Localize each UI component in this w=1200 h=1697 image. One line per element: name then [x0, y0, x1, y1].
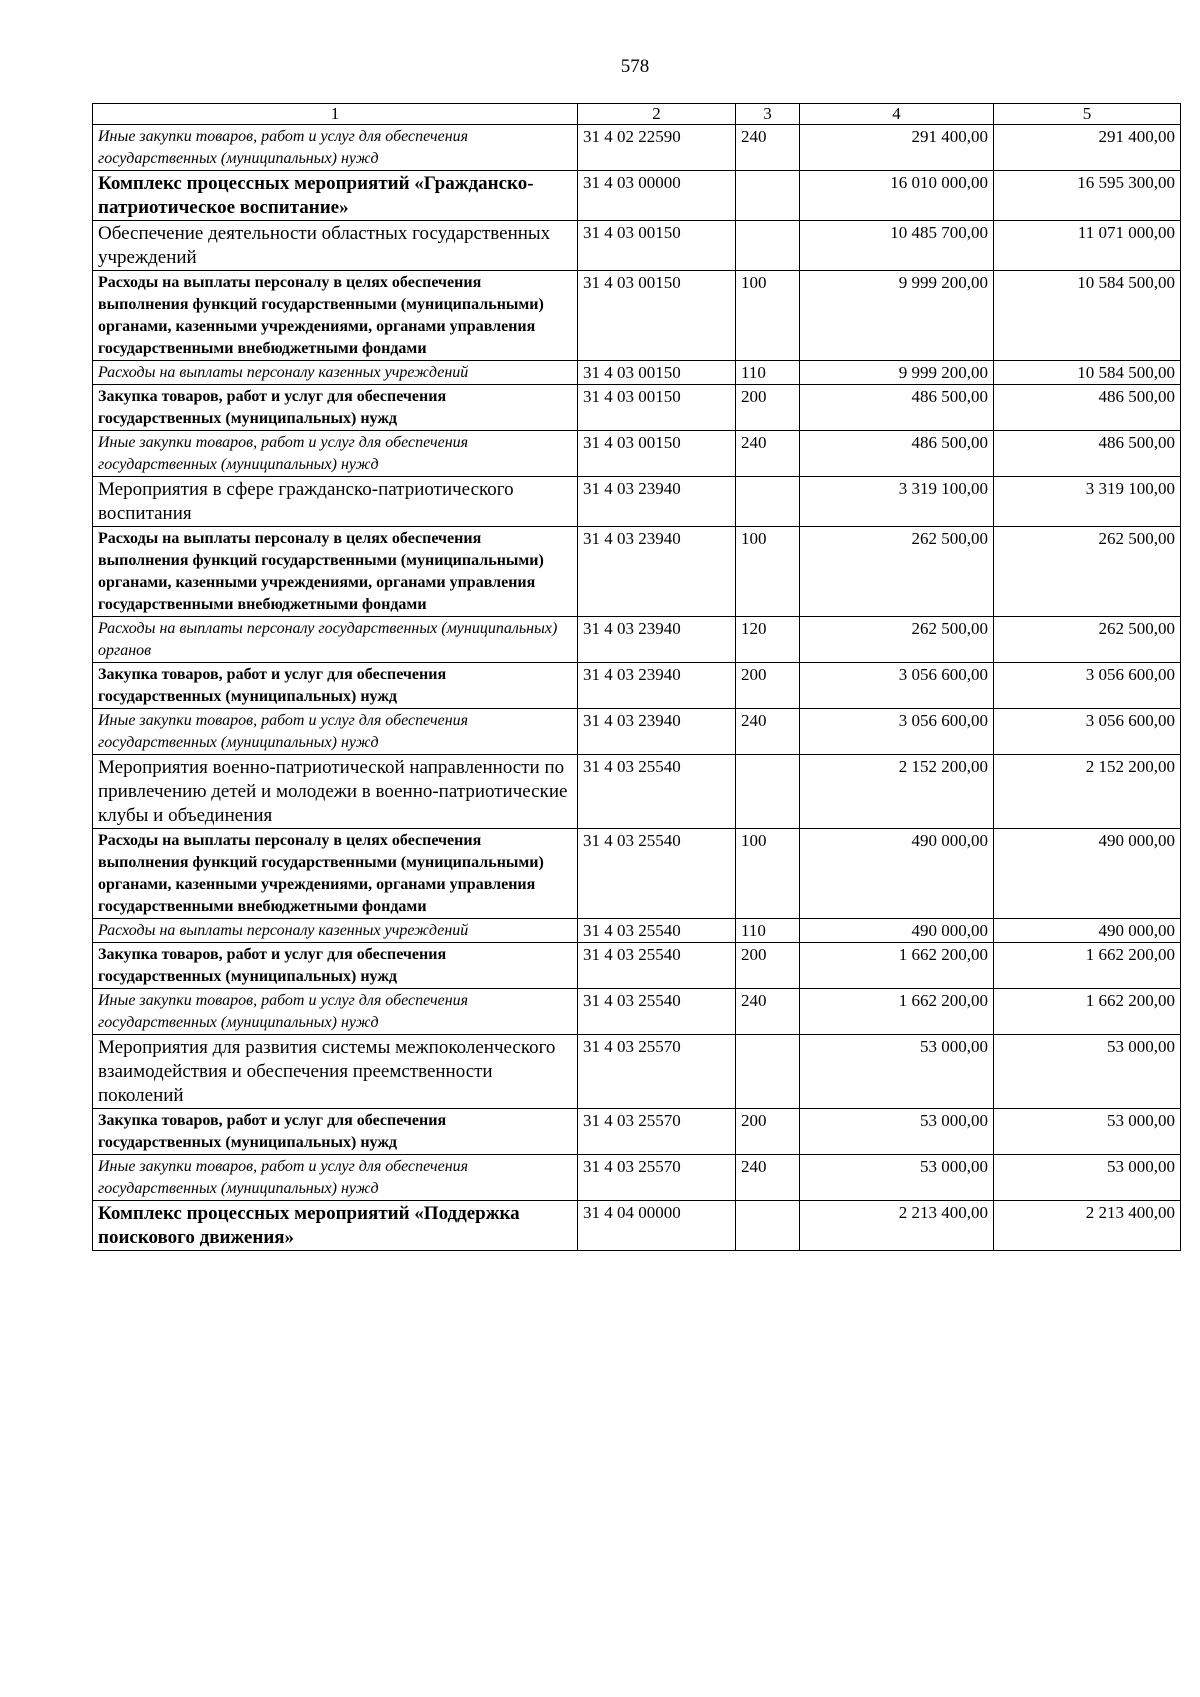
table-row	[93, 709, 1181, 755]
row-code: 31 4 04 00000	[578, 1201, 736, 1251]
row-amount-year-2: 262 500,00	[994, 617, 1181, 663]
column-header-1: 1	[93, 104, 578, 125]
table-row	[93, 431, 1181, 477]
row-amount-year-2: 10 584 500,00	[994, 271, 1181, 361]
row-amount-year-2: 53 000,00	[994, 1155, 1181, 1201]
row-name: Иные закупки товаров, работ и услуг для обеспечения государственных (муниципальных) нужд	[93, 125, 578, 171]
row-expense-type: 100	[736, 829, 800, 919]
row-amount-year-2: 490 000,00	[994, 919, 1181, 943]
row-amount-year-2: 1 662 200,00	[994, 943, 1181, 989]
row-amount-year-1: 1 662 200,00	[800, 943, 994, 989]
row-name: Расходы на выплаты персоналу в целях обеспечения выполнения функций государственными (муниципальными) органами, казенными учреждениями, органами управления государственными внебюджетными фондами	[93, 271, 578, 361]
row-amount-year-1: 490 000,00	[800, 919, 994, 943]
row-name: Иные закупки товаров, работ и услуг для обеспечения государственных (муниципальных) нужд	[93, 709, 578, 755]
row-code: 31 4 03 25570	[578, 1109, 736, 1155]
row-expense-type	[736, 1201, 800, 1251]
row-amount-year-2: 53 000,00	[994, 1109, 1181, 1155]
row-amount-year-2: 3 056 600,00	[994, 663, 1181, 709]
row-amount-year-1: 3 056 600,00	[800, 709, 994, 755]
row-amount-year-1: 1 662 200,00	[800, 989, 994, 1035]
row-amount-year-1: 2 213 400,00	[800, 1201, 994, 1251]
row-amount-year-1: 53 000,00	[800, 1155, 994, 1201]
row-amount-year-1: 9 999 200,00	[800, 271, 994, 361]
row-amount-year-2: 490 000,00	[994, 829, 1181, 919]
column-header-4: 4	[800, 104, 994, 125]
table-row	[93, 1155, 1181, 1201]
row-code: 31 4 03 00150	[578, 271, 736, 361]
row-expense-type: 240	[736, 125, 800, 171]
row-code: 31 4 03 00000	[578, 171, 736, 221]
row-name: Расходы на выплаты персоналу казенных учреждений	[93, 361, 578, 385]
row-amount-year-1: 9 999 200,00	[800, 361, 994, 385]
table-row	[93, 989, 1181, 1035]
table-row	[93, 171, 1181, 221]
row-expense-type: 120	[736, 617, 800, 663]
row-expense-type: 200	[736, 385, 800, 431]
row-code: 31 4 03 25570	[578, 1035, 736, 1109]
row-amount-year-1: 262 500,00	[800, 527, 994, 617]
row-amount-year-2: 1 662 200,00	[994, 989, 1181, 1035]
table-row	[93, 829, 1181, 919]
row-code: 31 4 03 23940	[578, 709, 736, 755]
row-code: 31 4 02 22590	[578, 125, 736, 171]
row-amount-year-2: 53 000,00	[994, 1035, 1181, 1109]
row-name: Закупка товаров, работ и услуг для обеспечения государственных (муниципальных) нужд	[93, 663, 578, 709]
table-row	[93, 1109, 1181, 1155]
row-code: 31 4 03 00150	[578, 385, 736, 431]
row-amount-year-1: 53 000,00	[800, 1109, 994, 1155]
row-expense-type: 200	[736, 663, 800, 709]
row-name: Расходы на выплаты персоналу государственных (муниципальных) органов	[93, 617, 578, 663]
row-code: 31 4 03 23940	[578, 663, 736, 709]
row-expense-type	[736, 755, 800, 829]
table-row	[93, 361, 1181, 385]
row-code: 31 4 03 23940	[578, 477, 736, 527]
column-header-5: 5	[994, 104, 1181, 125]
row-amount-year-1: 2 152 200,00	[800, 755, 994, 829]
row-name: Расходы на выплаты персоналу в целях обеспечения выполнения функций государственными (муниципальными) органами, казенными учреждениями, органами управления государственными внебюджетными фондами	[93, 829, 578, 919]
row-amount-year-2: 486 500,00	[994, 385, 1181, 431]
row-name: Мероприятия военно-патриотической направленности по привлечению детей и молодежи в военно-патриотические клубы и объединения	[93, 755, 578, 829]
row-expense-type: 200	[736, 943, 800, 989]
row-expense-type: 240	[736, 709, 800, 755]
row-code: 31 4 03 25570	[578, 1155, 736, 1201]
table-row	[93, 663, 1181, 709]
table-row	[93, 221, 1181, 271]
row-amount-year-2: 2 152 200,00	[994, 755, 1181, 829]
row-name: Мероприятия для развития системы межпоколенческого взаимодействия и обеспечения преемственности поколений	[93, 1035, 578, 1109]
row-amount-year-2: 11 071 000,00	[994, 221, 1181, 271]
table-row	[93, 1035, 1181, 1109]
page-number: 578	[620, 56, 650, 77]
table-row	[93, 617, 1181, 663]
row-amount-year-2: 262 500,00	[994, 527, 1181, 617]
row-amount-year-1: 486 500,00	[800, 385, 994, 431]
row-code: 31 4 03 00150	[578, 221, 736, 271]
row-name: Закупка товаров, работ и услуг для обеспечения государственных (муниципальных) нужд	[93, 1109, 578, 1155]
row-amount-year-1: 3 056 600,00	[800, 663, 994, 709]
row-expense-type: 240	[736, 431, 800, 477]
row-amount-year-2: 486 500,00	[994, 431, 1181, 477]
row-expense-type	[736, 1035, 800, 1109]
row-amount-year-2: 2 213 400,00	[994, 1201, 1181, 1251]
row-code: 31 4 03 25540	[578, 919, 736, 943]
table-row	[93, 755, 1181, 829]
header-row	[93, 104, 1181, 125]
row-amount-year-2: 3 319 100,00	[994, 477, 1181, 527]
row-name: Комплекс процессных мероприятий «Поддержка поискового движения»	[93, 1201, 578, 1251]
row-name: Закупка товаров, работ и услуг для обеспечения государственных (муниципальных) нужд	[93, 385, 578, 431]
row-code: 31 4 03 25540	[578, 943, 736, 989]
row-amount-year-1: 486 500,00	[800, 431, 994, 477]
row-name: Иные закупки товаров, работ и услуг для обеспечения государственных (муниципальных) нужд	[93, 989, 578, 1035]
row-name: Расходы на выплаты персоналу казенных учреждений	[93, 919, 578, 943]
row-expense-type	[736, 477, 800, 527]
row-code: 31 4 03 25540	[578, 989, 736, 1035]
row-expense-type	[736, 171, 800, 221]
row-amount-year-2: 16 595 300,00	[994, 171, 1181, 221]
table-row	[93, 477, 1181, 527]
row-expense-type: 100	[736, 527, 800, 617]
row-name: Расходы на выплаты персоналу в целях обеспечения выполнения функций государственными (муниципальными) органами, казенными учреждениями, органами управления государственными внебюджетными фондами	[93, 527, 578, 617]
row-code: 31 4 03 25540	[578, 829, 736, 919]
table-row	[93, 271, 1181, 361]
row-expense-type: 240	[736, 989, 800, 1035]
row-expense-type: 200	[736, 1109, 800, 1155]
column-header-2: 2	[578, 104, 736, 125]
row-expense-type: 100	[736, 271, 800, 361]
row-amount-year-1: 490 000,00	[800, 829, 994, 919]
budget-table	[92, 103, 1181, 1251]
table-row	[93, 385, 1181, 431]
row-code: 31 4 03 25540	[578, 755, 736, 829]
row-amount-year-2: 10 584 500,00	[994, 361, 1181, 385]
table-row	[93, 943, 1181, 989]
row-name: Комплекс процессных мероприятий «Гражданско-патриотическое воспитание»	[93, 171, 578, 221]
table-body	[93, 104, 1181, 1251]
row-amount-year-1: 291 400,00	[800, 125, 994, 171]
column-header-3: 3	[736, 104, 800, 125]
row-amount-year-1: 262 500,00	[800, 617, 994, 663]
row-expense-type: 240	[736, 1155, 800, 1201]
row-code: 31 4 03 00150	[578, 431, 736, 477]
row-name: Мероприятия в сфере гражданско-патриотического воспитания	[93, 477, 578, 527]
row-name: Иные закупки товаров, работ и услуг для обеспечения государственных (муниципальных) нужд	[93, 431, 578, 477]
table-row	[93, 125, 1181, 171]
row-code: 31 4 03 23940	[578, 617, 736, 663]
row-amount-year-1: 3 319 100,00	[800, 477, 994, 527]
table-row	[93, 919, 1181, 943]
table-row	[93, 1201, 1181, 1251]
row-amount-year-2: 3 056 600,00	[994, 709, 1181, 755]
row-code: 31 4 03 00150	[578, 361, 736, 385]
row-name: Обеспечение деятельности областных государственных учреждений	[93, 221, 578, 271]
table-row	[93, 527, 1181, 617]
row-amount-year-1: 10 485 700,00	[800, 221, 994, 271]
row-name: Закупка товаров, работ и услуг для обеспечения государственных (муниципальных) нужд	[93, 943, 578, 989]
row-expense-type: 110	[736, 361, 800, 385]
row-expense-type	[736, 221, 800, 271]
row-amount-year-1: 53 000,00	[800, 1035, 994, 1109]
row-amount-year-2: 291 400,00	[994, 125, 1181, 171]
row-expense-type: 110	[736, 919, 800, 943]
row-code: 31 4 03 23940	[578, 527, 736, 617]
row-name: Иные закупки товаров, работ и услуг для обеспечения государственных (муниципальных) нужд	[93, 1155, 578, 1201]
row-amount-year-1: 16 010 000,00	[800, 171, 994, 221]
